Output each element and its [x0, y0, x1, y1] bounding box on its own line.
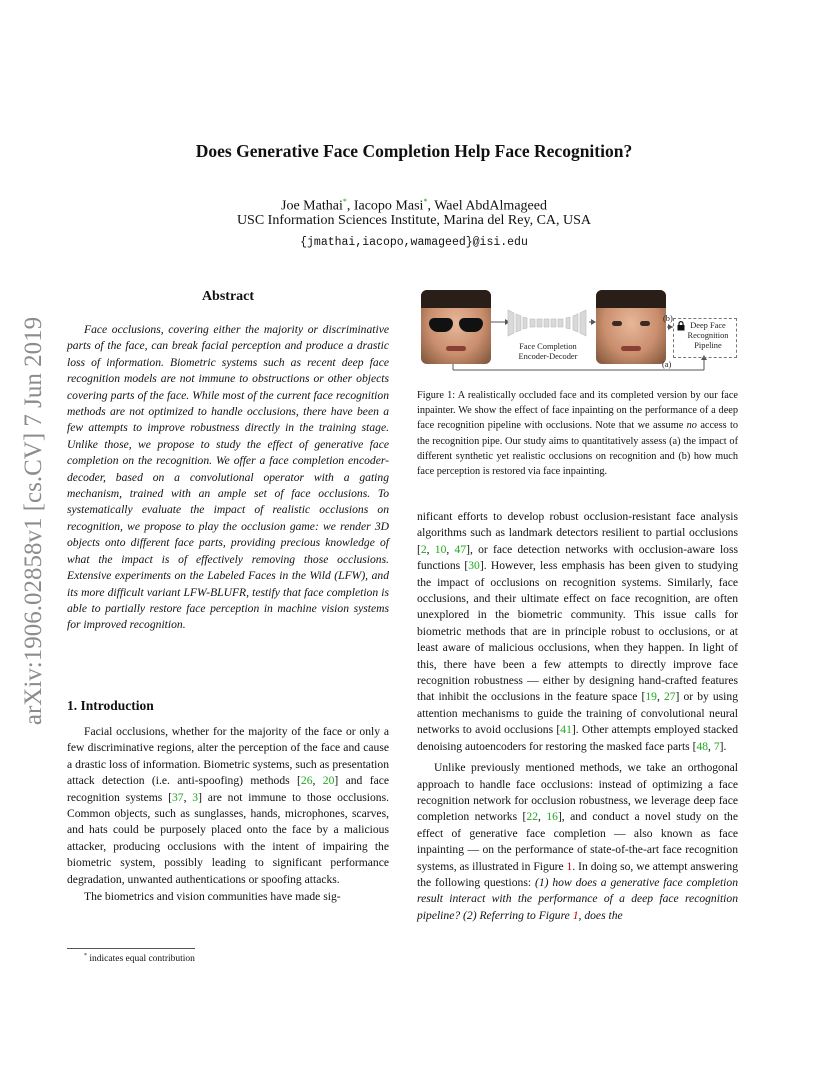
citation-link[interactable]: 27: [663, 690, 676, 704]
affiliation: USC Information Sciences Institute, Marina del Rey, CA, USA: [236, 213, 592, 228]
citation-link[interactable]: 10: [434, 542, 447, 556]
footnote-rule: [67, 948, 195, 949]
citation-link[interactable]: 47: [454, 542, 467, 556]
citation-link[interactable]: 22: [526, 810, 538, 824]
equal-contribution-mark: *: [342, 197, 347, 206]
right-column-text: [417, 509, 738, 924]
pipeline-label: Deep Face Recognition Pipeline: [687, 321, 729, 350]
citation-link[interactable]: 2: [420, 542, 427, 556]
abstract-heading: Abstract: [201, 289, 255, 304]
path-a-label: (a): [662, 360, 672, 369]
figure-1-caption: Figure 1: A realistically occluded face and its completed version by our face inpainter. We show the effect of face inpainting on the performance of a deep face recognition pipeline with occlusions. Note that we assume no access to the recognition pipe. Our study aims to quantitatively assess (a) the impact of different synthetic yet realistic occlusions on recognition and (b) how much face perception is restored via face inpainting.: [417, 390, 738, 478]
citation-link[interactable]: 20: [322, 774, 335, 788]
citation-link[interactable]: 41: [560, 723, 572, 737]
arxiv-sidebar-identifier: arXiv:1906.02858v1 [cs.CV] 7 Jun 2019: [20, 316, 47, 726]
right-paragraph-1: nificant efforts to develop robust occlusion-resistant face analysis algorithms such as landmark detectors resilient to partial occlusions [2, 10, 47], or face detection networks with occlusion-aware loss functions [30]. However, less emphasis has been given to studying the impact of occlusions on recognition systems. Similarly, face occlusions, and their ultimate effect on face recognition, are often unexplored in the biometric community. This issue calls for biometric methods that are in principle robust to occlusions, or at least aware of malicious occlusions, when they happen. In light of this, there have been a few attempts to directly improve face recognition robustness — either by designing hand-crafted features that inhibit the occlusions in the feature space [19, 27] or by using attention mechanisms to guide the training of convolutional neural networks to avoid occlusions [41]. Other attempts employed stacked denoising autoencoders for restoring the masked face parts [48, 7].: [417, 510, 738, 753]
occluded-face-image: [421, 290, 491, 364]
citation-link[interactable]: 30: [468, 559, 480, 573]
equal-contribution-mark: *: [423, 197, 428, 206]
figure-1: [417, 284, 738, 376]
citation-link[interactable]: 19: [645, 690, 657, 704]
encoder-decoder-label: Face Completion Encoder-Decoder: [518, 342, 578, 361]
figure-ref-link[interactable]: 1: [572, 908, 579, 922]
paper-title: Does Generative Face Completion Help Face Recognition?: [195, 141, 633, 161]
citation-link[interactable]: 48: [696, 739, 709, 753]
completed-face-image: [596, 290, 666, 364]
author-name: Iacopo Masi: [353, 198, 424, 214]
recognition-pipeline-box: [673, 318, 737, 358]
intro-paragraph-1: Facial occlusions, whether for the majority of the face or only a few discriminative regions, alter the perception of the face and cause a drastic loss of information. Biometric systems, such as presentation attack detection (i.e. anti-spoofing) methods [26, 20] and face recognition systems [37, 3] are not immune to those occlusions. Common objects, such as sunglasses, hands, microphones, scarves, and hats could be purposely placed onto the face by a malicious attacker, producing occlusions with the intent of impairing the biometric system, possibly leading to significant performance degradation, unwanted authentications or spoofing attacks.: [67, 725, 390, 886]
author-list: Joe Mathai*, Iacopo Masi*, Wael AbdAlmageed: [281, 197, 547, 214]
abstract-text: [67, 322, 389, 634]
intro-paragraph-2: The biometrics and vision communities have made sig-: [84, 890, 341, 904]
citation-link[interactable]: 37: [171, 790, 184, 804]
citation-link[interactable]: 7: [713, 739, 720, 753]
path-b-label: (b): [663, 314, 673, 323]
right-paragraph-2: Unlike previously mentioned methods, we take an orthogonal approach to handle face occlusions: instead of optimizing a face recognition network for occlusion robustness, we leverage deep face completion networks [22, 16], and conduct a novel study on the effect of generative face completion — also known as face inpainting — on the performance of state-of-the-art face recognition systems, as illustrated in Figure 1. In doing so, we attempt answering the following questions: (1) how does a generative face completion result interact with the performance of a deep face recognition pipeline? (2) Referring to Figure 1, does the: [417, 761, 738, 922]
section-heading-introduction: 1. Introduction: [67, 698, 154, 713]
footnote: * indicates equal contribution: [84, 953, 195, 965]
author-name: Wael AbdAlmageed: [434, 198, 547, 214]
encoder-decoder-diagram: [506, 308, 588, 338]
abstract-paragraph: Face occlusions, covering either the majority or discriminative parts of the face, can break facial perception and produce a drastic loss of information. Biometric systems such as recent deep face recognition models are not immune to obstructions or other objects covering parts of the face. While most of the current face recognition methods are not optimized to handle occlusions, there have been a few attempts to improve robustness directly in the training stage. Unlike those, we propose to study the effect of generative face completion on the recognition. We offer a face completion encoder-decoder, based on a convolutional operator with a gating mechanism, trained with an ample set of face occlusions. To systematically evaluate the impact of realistic occlusions on recognition, we propose to play the occlusion game: we render 3D objects onto different face parts, providing precious knowledge of what the impact is of effectively removing those occlusions. Extensive experiments on the Labeled Faces in the Wild (LFW), and its more difficult variant LFW-BLUFR, testify that face completion is able to partially restore face perception in machine vision systems for improved recognition.: [67, 323, 389, 632]
introduction-column: [67, 724, 389, 905]
figure-ref-link[interactable]: 1: [566, 859, 573, 873]
author-name: Joe Mathai: [281, 198, 343, 214]
citation-link[interactable]: 3: [192, 790, 199, 804]
author-email: {jmathai,iacopo,wamageed}@isi.edu: [300, 236, 528, 249]
citation-link[interactable]: 16: [546, 810, 558, 824]
citation-link[interactable]: 26: [300, 774, 313, 788]
